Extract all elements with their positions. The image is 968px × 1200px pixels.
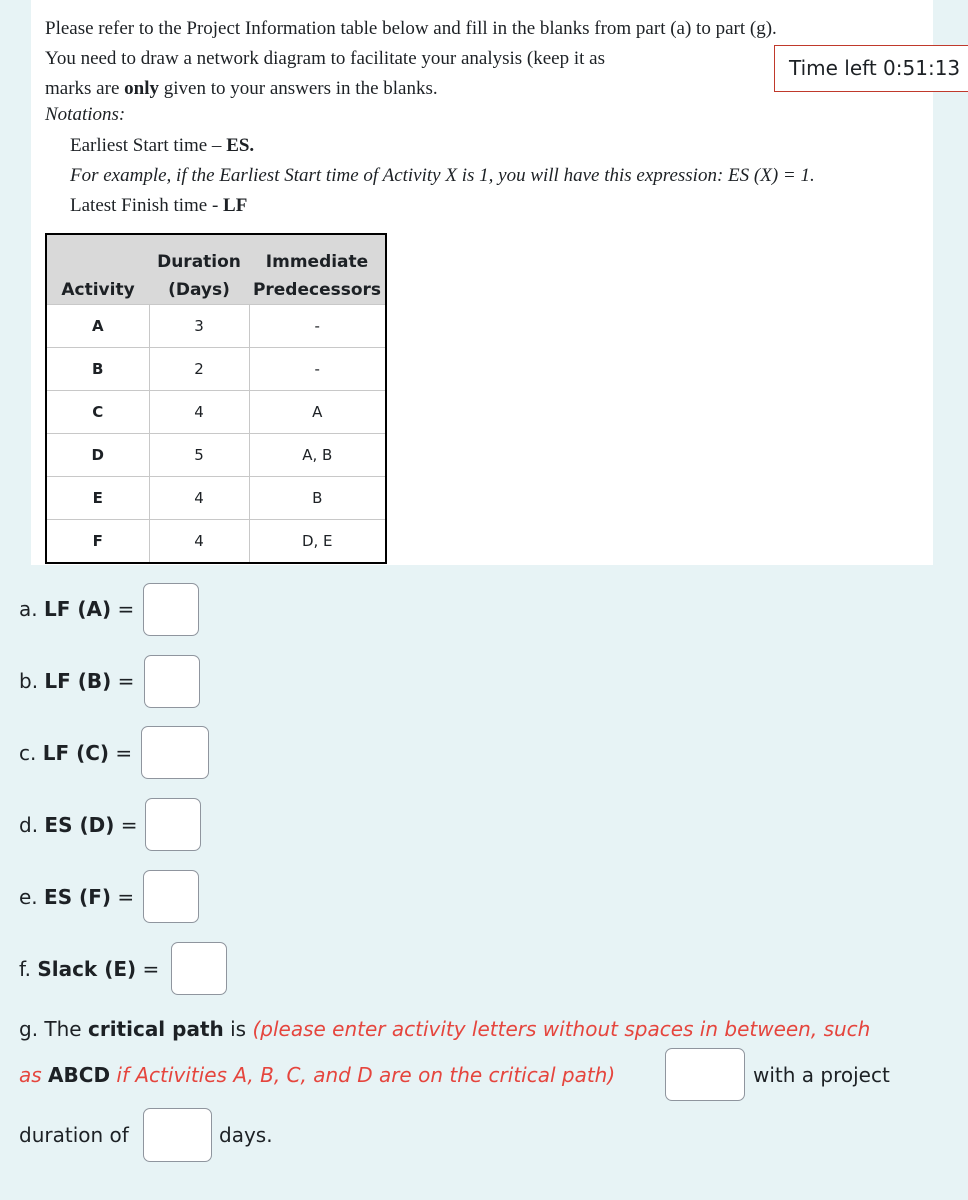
answer-es-f-input[interactable] [143, 870, 199, 923]
header-predecessors: Immediate Predecessors [249, 234, 386, 304]
answer-slack-e-input[interactable] [171, 942, 227, 995]
question-a-label: a. LF (A) = [19, 597, 135, 621]
table-row: E 4 B [46, 476, 386, 519]
question-b-label: b. LF (B) = [19, 669, 135, 693]
lf-notation: Latest Finish time - LF [70, 195, 248, 216]
header-duration: Duration (Days) [149, 234, 249, 304]
question-g-days: days. [219, 1123, 273, 1147]
table-row: C 4 A [46, 390, 386, 433]
table-row: B 2 - [46, 347, 386, 390]
instruction-line-3: marks are only given to your answers in the blanks. [45, 78, 438, 99]
table-row: F 4 D, E [46, 519, 386, 563]
answer-lf-a-input[interactable] [143, 583, 199, 636]
answer-critical-path-input[interactable] [665, 1048, 745, 1101]
project-information-table [45, 233, 387, 564]
es-notation: Earliest Start time – ES. [70, 135, 255, 156]
time-left-timer[interactable]: Time left 0:51:13 [774, 45, 968, 92]
table-row: D 5 A, B [46, 433, 386, 476]
instruction-line-1: Please refer to the Project Information table below and fill in the blanks from part (a) to part (g). [45, 18, 777, 39]
header-activity: Activity [46, 234, 149, 304]
answer-lf-c-input[interactable] [141, 726, 209, 779]
es-example: For example, if the Earliest Start time of Activity X is 1, you will have this expression: ES (X) = 1. [70, 165, 815, 186]
question-g-line-2: as ABCD if Activities A, B, C, and D are on the critical path) [19, 1063, 616, 1087]
answer-project-duration-input[interactable] [143, 1108, 212, 1162]
answer-lf-b-input[interactable] [144, 655, 200, 708]
instruction-line-2: You need to draw a network diagram to facilitate your analysis (keep it as [45, 48, 605, 69]
question-g-with-project: with a project [753, 1063, 890, 1087]
question-g-line-1: g. The critical path is (please enter activity letters without spaces in between, such [19, 1017, 871, 1041]
table-row: A 3 - [46, 304, 386, 347]
question-g-duration-label: duration of [19, 1123, 129, 1147]
question-f-label: f. Slack (E) = [19, 957, 160, 981]
question-e-label: e. ES (F) = [19, 885, 135, 909]
answer-es-d-input[interactable] [145, 798, 201, 851]
question-c-label: c. LF (C) = [19, 741, 133, 765]
notations-heading: Notations: [45, 104, 126, 125]
question-d-label: d. ES (D) = [19, 813, 138, 837]
